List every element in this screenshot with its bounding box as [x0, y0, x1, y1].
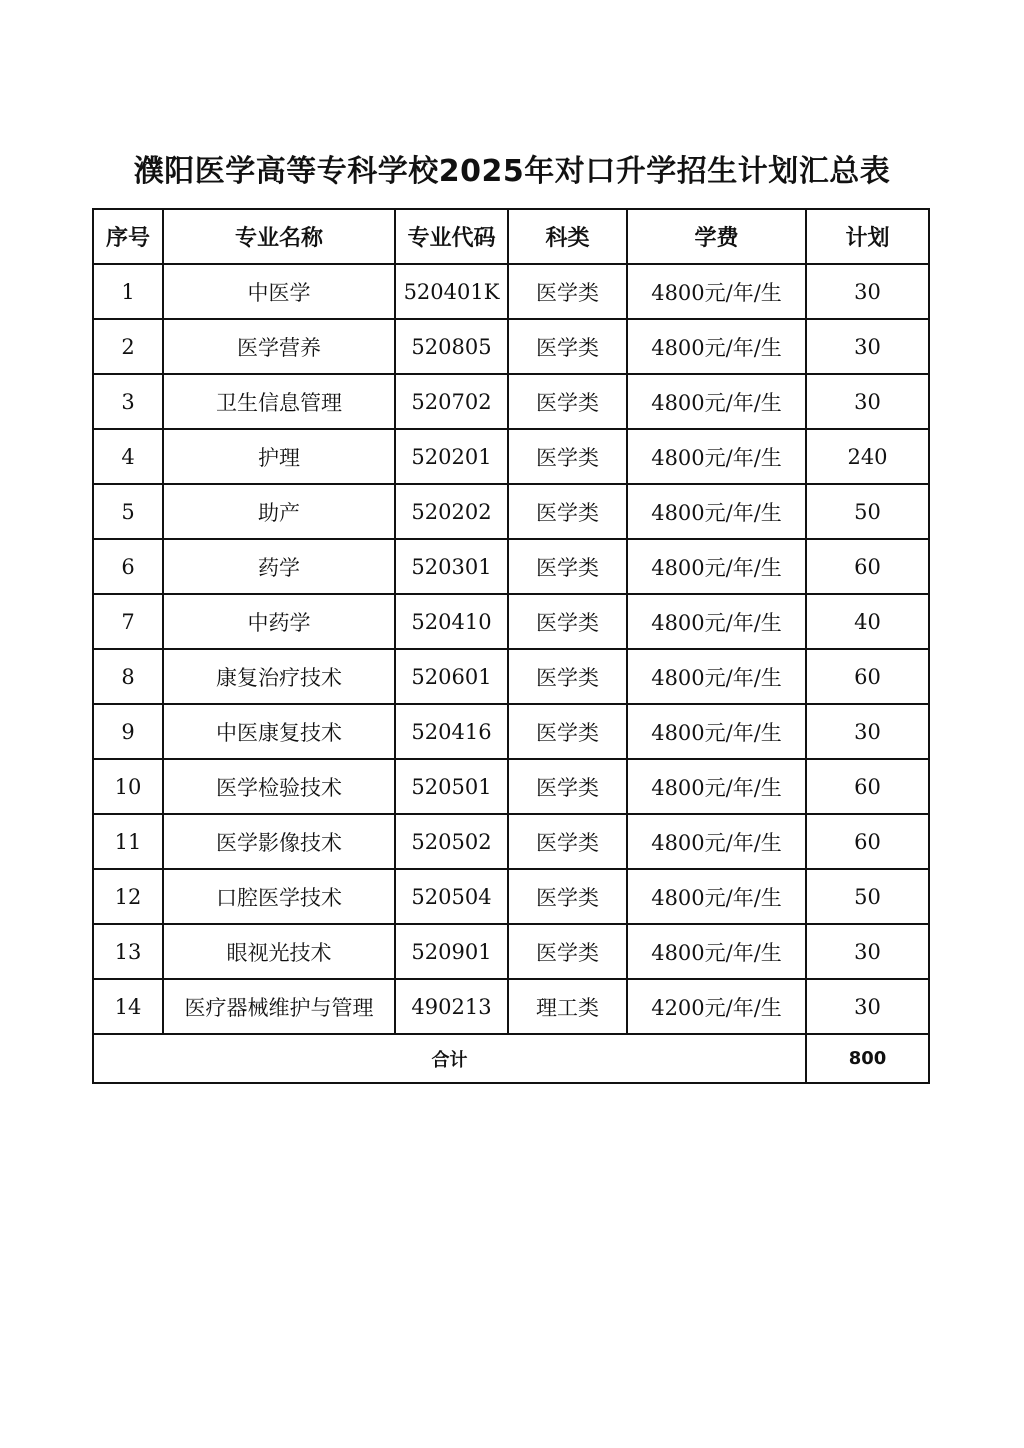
- header-major-name: 专业名称: [163, 209, 395, 264]
- row-index: 12: [93, 869, 163, 924]
- header-category: 科类: [508, 209, 627, 264]
- major-name: 助产: [163, 484, 395, 539]
- major-code: 520504: [395, 869, 508, 924]
- plan-count: 30: [806, 374, 929, 429]
- table-row: [93, 429, 929, 484]
- table-row: [93, 594, 929, 649]
- row-index: 9: [93, 704, 163, 759]
- plan-count: 240: [806, 429, 929, 484]
- table-row: [93, 814, 929, 869]
- major-code: 520501: [395, 759, 508, 814]
- major-name: 医学营养: [163, 319, 395, 374]
- major-name: 卫生信息管理: [163, 374, 395, 429]
- table-row: [93, 539, 929, 594]
- row-index: 3: [93, 374, 163, 429]
- tuition: 4800元/年/生: [627, 264, 806, 319]
- tuition: 4800元/年/生: [627, 539, 806, 594]
- tuition: 4800元/年/生: [627, 319, 806, 374]
- tuition: 4800元/年/生: [627, 429, 806, 484]
- header-tuition: 学费: [627, 209, 806, 264]
- tuition: 4800元/年/生: [627, 374, 806, 429]
- plan-count: 30: [806, 264, 929, 319]
- major-code: 520202: [395, 484, 508, 539]
- major-name: 中药学: [163, 594, 395, 649]
- table-header-row: [93, 209, 929, 264]
- major-name: 医学影像技术: [163, 814, 395, 869]
- row-index: 2: [93, 319, 163, 374]
- table-row: [93, 704, 929, 759]
- plan-count: 30: [806, 319, 929, 374]
- tuition: 4800元/年/生: [627, 484, 806, 539]
- total-value: 800: [806, 1034, 929, 1083]
- row-index: 10: [93, 759, 163, 814]
- category: 医学类: [508, 869, 627, 924]
- major-code: 520601: [395, 649, 508, 704]
- category: 医学类: [508, 429, 627, 484]
- tuition: 4800元/年/生: [627, 924, 806, 979]
- plan-count: 60: [806, 759, 929, 814]
- table-row: [93, 759, 929, 814]
- row-index: 4: [93, 429, 163, 484]
- major-code: 520805: [395, 319, 508, 374]
- total-label: 合计: [93, 1034, 806, 1083]
- category: 医学类: [508, 649, 627, 704]
- category: 医学类: [508, 594, 627, 649]
- major-name: 口腔医学技术: [163, 869, 395, 924]
- major-name: 中医学: [163, 264, 395, 319]
- tuition: 4800元/年/生: [627, 814, 806, 869]
- category: 医学类: [508, 319, 627, 374]
- category: 医学类: [508, 704, 627, 759]
- plan-count: 30: [806, 924, 929, 979]
- table-row: [93, 264, 929, 319]
- plan-count: 50: [806, 484, 929, 539]
- major-name: 眼视光技术: [163, 924, 395, 979]
- table-row: [93, 979, 929, 1034]
- row-index: 6: [93, 539, 163, 594]
- row-index: 13: [93, 924, 163, 979]
- category: 理工类: [508, 979, 627, 1034]
- category: 医学类: [508, 759, 627, 814]
- header-plan: 计划: [806, 209, 929, 264]
- major-name: 医学检验技术: [163, 759, 395, 814]
- table-row: [93, 924, 929, 979]
- major-name: 医疗器械维护与管理: [163, 979, 395, 1034]
- document-title: 濮阳医学高等专科学校2025年对口升学招生计划汇总表: [133, 154, 891, 189]
- table-row: [93, 319, 929, 374]
- table-row: [93, 484, 929, 539]
- tuition: 4800元/年/生: [627, 594, 806, 649]
- major-name: 护理: [163, 429, 395, 484]
- tuition: 4800元/年/生: [627, 704, 806, 759]
- major-code: 520410: [395, 594, 508, 649]
- category: 医学类: [508, 924, 627, 979]
- row-index: 14: [93, 979, 163, 1034]
- row-index: 5: [93, 484, 163, 539]
- category: 医学类: [508, 264, 627, 319]
- tuition: 4800元/年/生: [627, 759, 806, 814]
- major-code: 490213: [395, 979, 508, 1034]
- category: 医学类: [508, 484, 627, 539]
- category: 医学类: [508, 374, 627, 429]
- tuition: 4800元/年/生: [627, 649, 806, 704]
- tuition: 4200元/年/生: [627, 979, 806, 1034]
- major-code: 520201: [395, 429, 508, 484]
- major-code: 520416: [395, 704, 508, 759]
- table-row: [93, 374, 929, 429]
- enrollment-plan-table: [92, 208, 930, 1084]
- major-code: 520901: [395, 924, 508, 979]
- tuition: 4800元/年/生: [627, 869, 806, 924]
- category: 医学类: [508, 539, 627, 594]
- plan-count: 50: [806, 869, 929, 924]
- major-code: 520401K: [395, 264, 508, 319]
- category: 医学类: [508, 814, 627, 869]
- plan-count: 60: [806, 539, 929, 594]
- major-code: 520502: [395, 814, 508, 869]
- plan-count: 30: [806, 979, 929, 1034]
- major-code: 520301: [395, 539, 508, 594]
- major-name: 药学: [163, 539, 395, 594]
- plan-count: 30: [806, 704, 929, 759]
- total-row: [93, 1034, 929, 1083]
- row-index: 8: [93, 649, 163, 704]
- major-name: 中医康复技术: [163, 704, 395, 759]
- row-index: 11: [93, 814, 163, 869]
- table-row: [93, 869, 929, 924]
- row-index: 7: [93, 594, 163, 649]
- plan-count: 60: [806, 649, 929, 704]
- row-index: 1: [93, 264, 163, 319]
- header-index: 序号: [93, 209, 163, 264]
- major-code: 520702: [395, 374, 508, 429]
- plan-count: 60: [806, 814, 929, 869]
- major-name: 康复治疗技术: [163, 649, 395, 704]
- header-major-code: 专业代码: [395, 209, 508, 264]
- table-row: [93, 649, 929, 704]
- plan-count: 40: [806, 594, 929, 649]
